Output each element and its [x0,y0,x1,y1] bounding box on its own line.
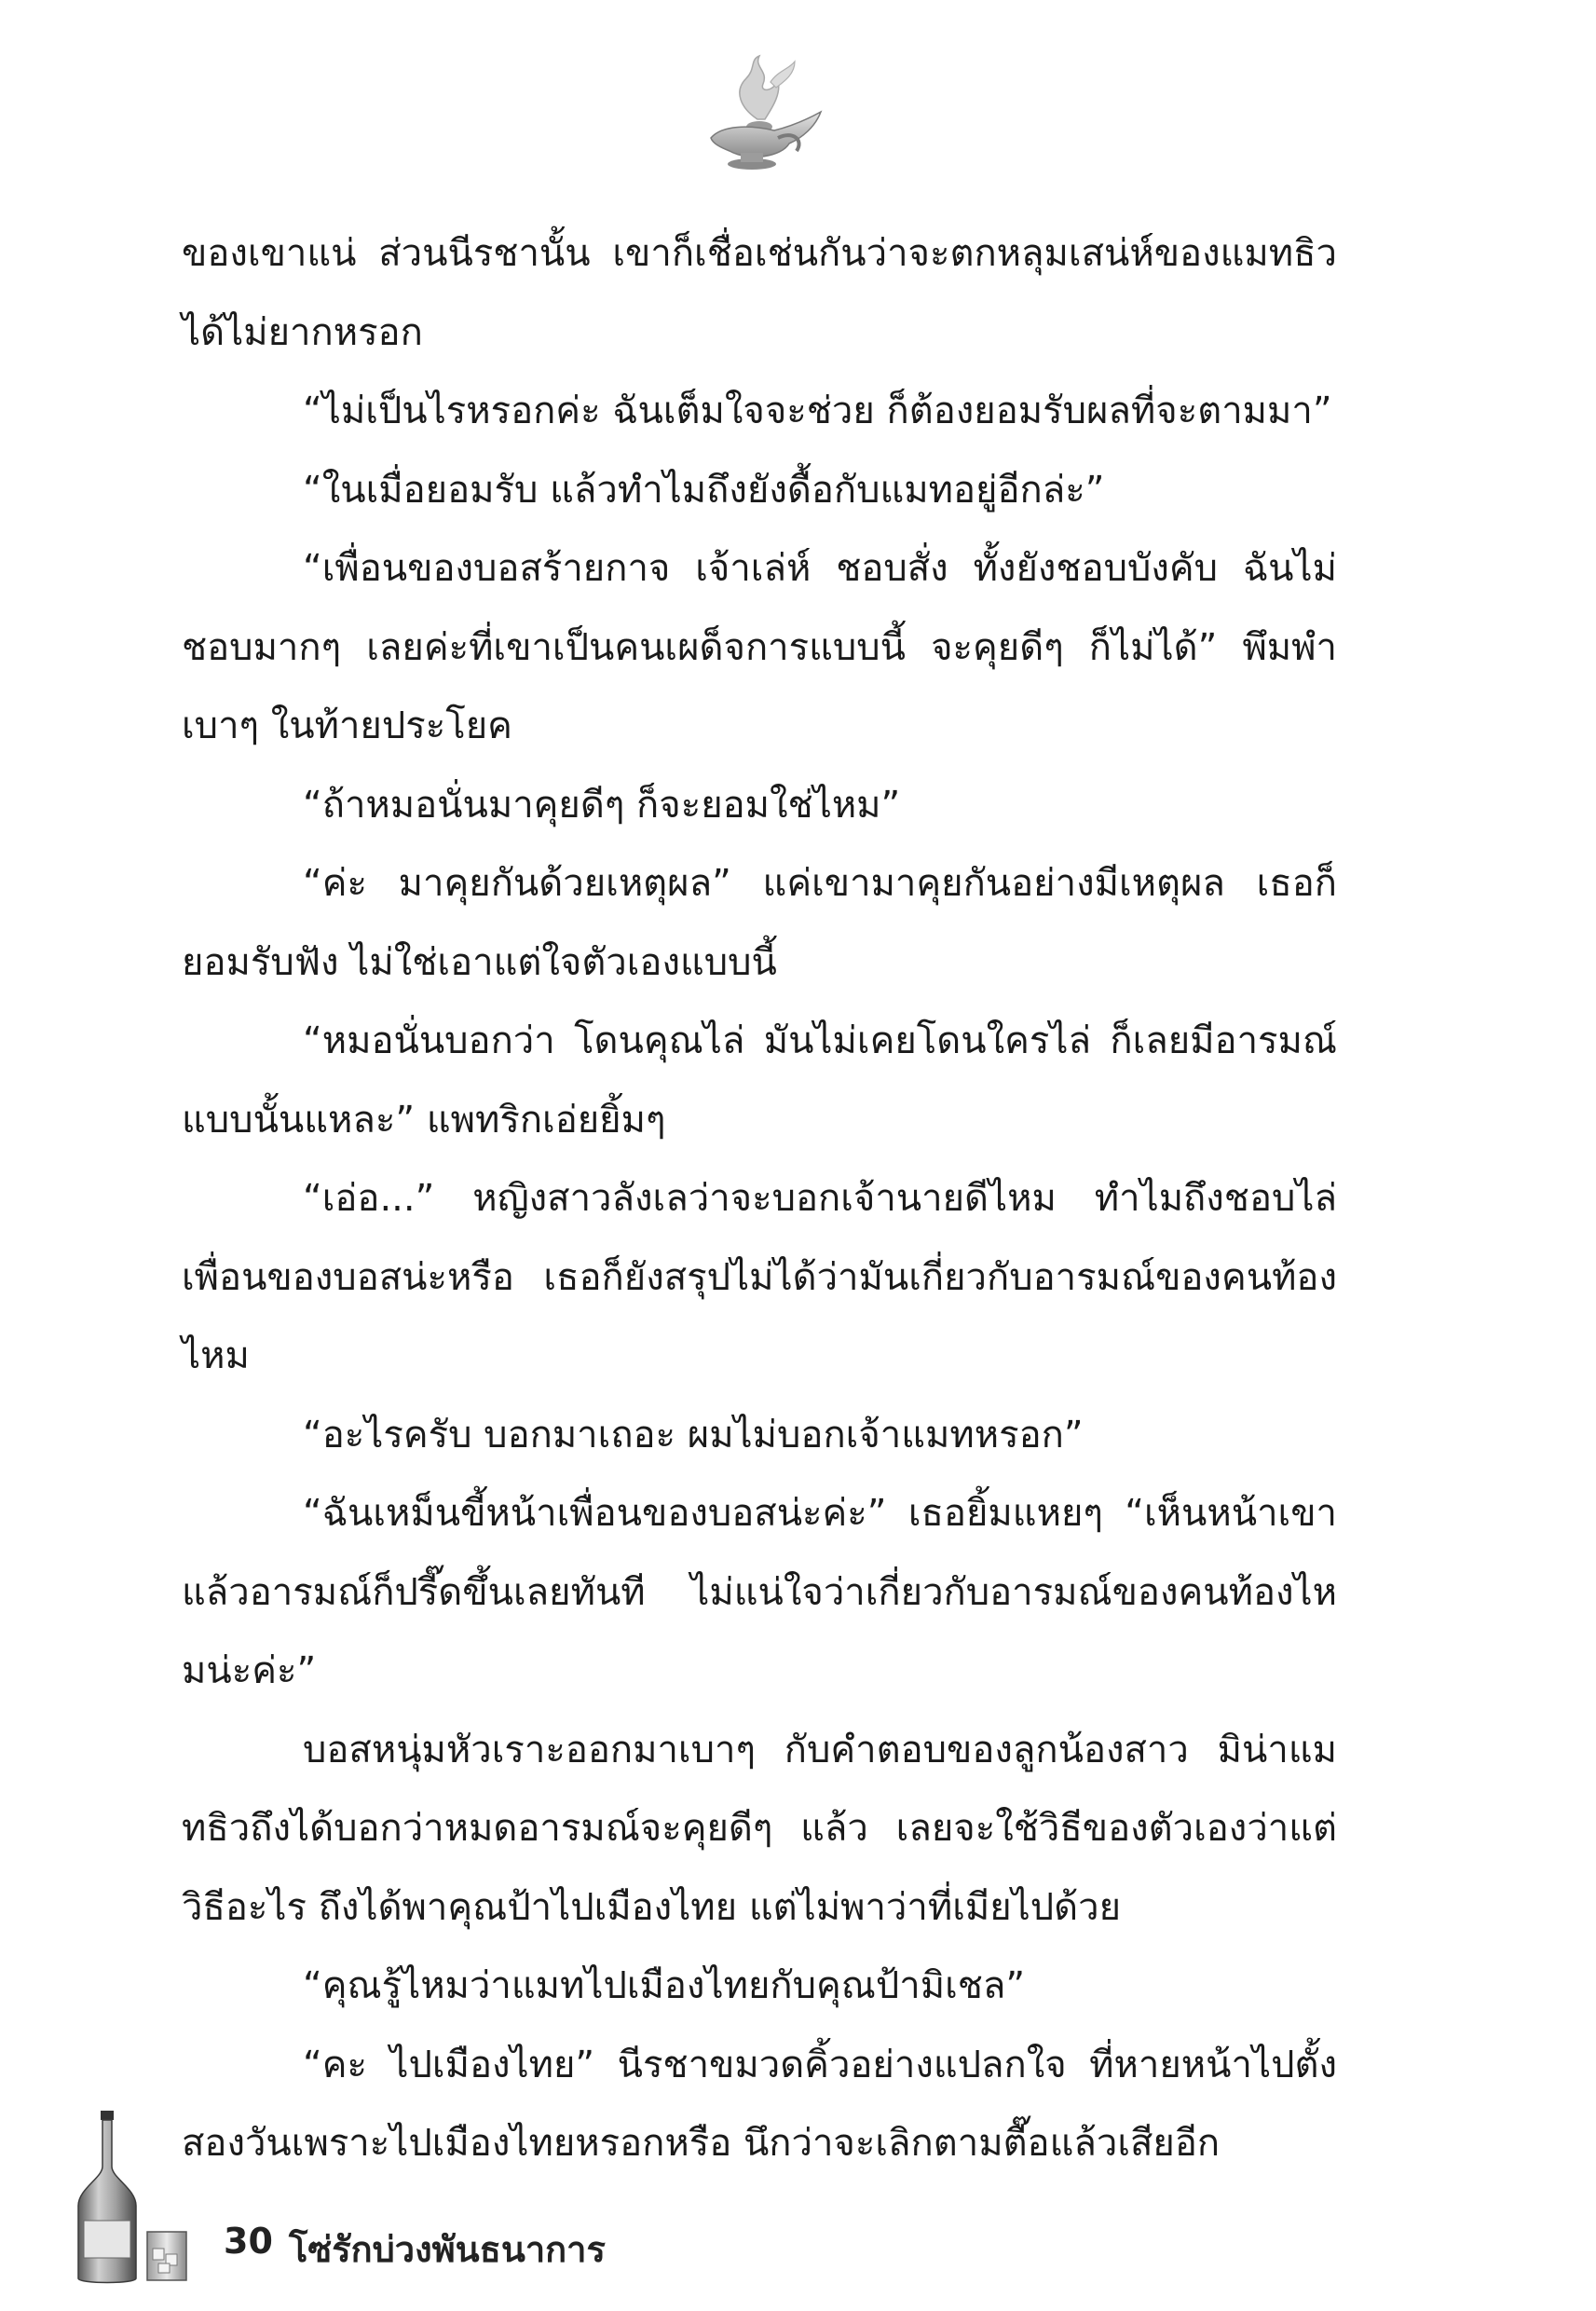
paragraph-5: “ถ้าหมอนั่นมาคุยดีๆ ก็จะยอมใช่ไหม” [303,783,901,827]
paragraph-9: “อะไรครับ บอกมาเถอะ ผมไม่บอกเจ้าแมทหรอก” [303,1413,1084,1456]
book-title: โซ่รักบ่วงพันธนาการ [289,2229,606,2270]
paragraph-3: “ในเมื่อยอมรับ แล้วทำไมถึงยังดื้อกับแมทอยู่อีกล่ะ” [303,468,1105,512]
paragraph-1: ของเขาแน่ ส่วนนีรชานั้น เขาก็เชื่อเช่นกันว่าจะตกหลุมเสน่ห์ของแมทธิวได้ไม่ยากหรอก [182,232,1337,354]
paragraph-11: บอสหนุ่มหัวเราะออกมาเบาๆ กับคำตอบของลูกน้องสาว มิน่าแมทธิวถึงได้บอกว่าหมดอารมณ์จะคุยดีๆ แล้ว เลยจะใช้วิธีของตัวเองว่าแต่วิธีอะไร ถึงได้พาคุณป้าไปเมืองไทย แต่ไม่พาว่าที่เมียไปด้วย [182,1728,1337,1929]
paragraph-8: “เอ่อ...” หญิงสาวลังเลว่าจะบอกเจ้านายดีไหม ทำไมถึงชอบไล่เพื่อนของบอสน่ะหรือ เธอก็ยังสรุปไม่ได้ว่ามันเกี่ยวกับอารมณ์ของคนท้องไหม [182,1177,1337,1377]
page-number: 30 [224,2221,273,2262]
paragraph-2: “ไม่เป็นไรหรอกค่ะ ฉันเต็มใจจะช่วย ก็ต้องยอมรับผลที่จะตามมา” [303,390,1332,432]
paragraph-10: “ฉันเหม็นขี้หน้าเพื่อนของบอสน่ะค่ะ” เธอยิ้มแหยๆ “เห็นหน้าเขาแล้วอารมณ์ก็ปรี๊ดขึ้นเลยทันที ไม่แน่ใจว่าเกี่ยวกับอารมณ์ของคนท้องไหมน่ะค่ะ” [182,1492,1337,1692]
body-text [182,214,1337,2183]
genie-lamp-icon [685,54,834,175]
paragraph-4: “เพื่อนของบอสร้ายกาจ เจ้าเล่ห์ ชอบสั่ง ทั้งยังชอบบังคับ ฉันไม่ชอบมากๆ เลยค่ะที่เขาเป็นคนเผด็จการแบบนี้ จะคุยดีๆ ก็ไม่ได้” พึมพำเบาๆ ในท้ายประโยค [182,547,1337,747]
bottle-and-glass-icon [75,2111,205,2288]
page-footer [75,2111,727,2288]
paragraph-6: “ค่ะ มาคุยกันด้วยเหตุผล” แค่เขามาคุยกันอย่างมีเหตุผล เธอก็ยอมรับฟัง ไม่ใช่เอาแต่ใจตัวเองแบบนี้ [182,862,1337,984]
paragraph-13: “คะ ไปเมืองไทย” นีรชาขมวดคิ้วอย่างแปลกใจ ที่หายหน้าไปตั้งสองวันเพราะไปเมืองไทยหรอกหรือ นึกว่าจะเลิกตามตื๊อแล้วเสียอีก [182,2043,1337,2165]
paragraph-7: “หมอนั่นบอกว่า โดนคุณไล่ มันไม่เคยโดนใครไล่ ก็เลยมีอารมณ์แบบนั้นแหละ” แพทริกเอ่ยยิ้มๆ [182,1019,1337,1142]
paragraph-12: “คุณรู้ไหมว่าแมทไปเมืองไทยกับคุณป้ามิเชล” [303,1964,1026,2007]
